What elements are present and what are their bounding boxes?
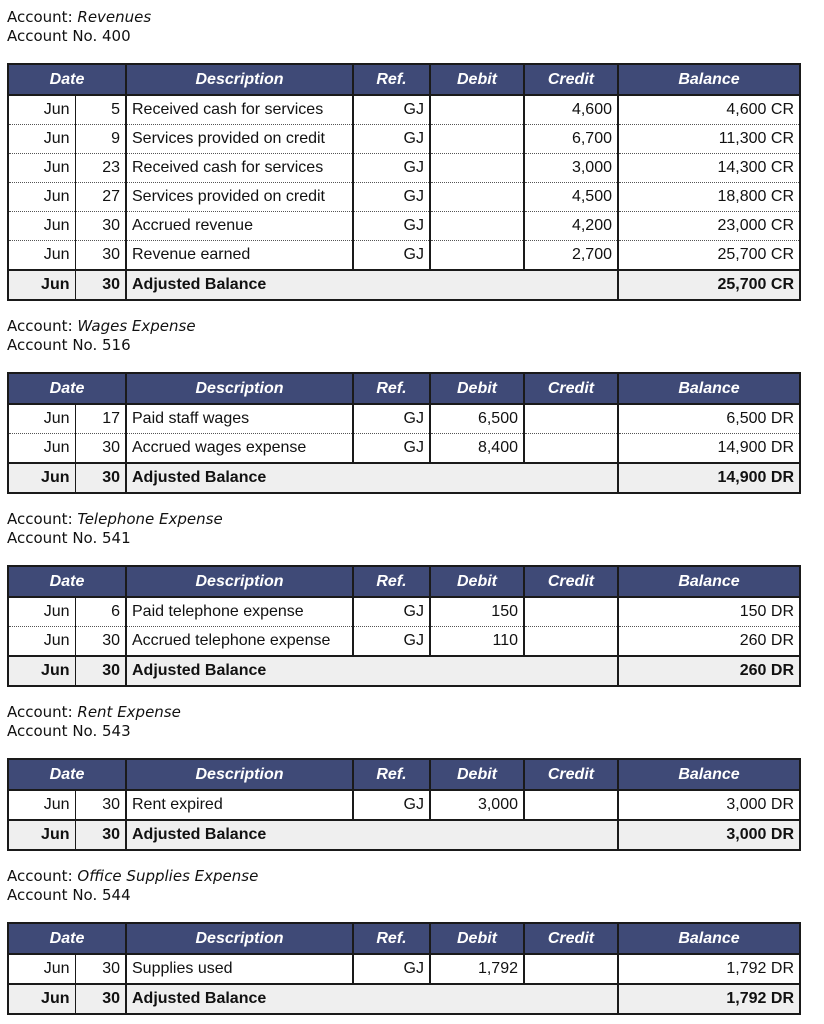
total-day: 30	[75, 984, 126, 1014]
cell-credit	[524, 434, 618, 464]
cell-balance: 1,792 DR	[618, 954, 800, 984]
cell-month: Jun	[8, 154, 75, 183]
header-debit: Debit	[430, 566, 524, 597]
ledger-table	[7, 922, 801, 1015]
account-label: Account:	[7, 8, 78, 26]
cell-day: 5	[75, 95, 126, 125]
account-name: Office Supplies Expense	[77, 867, 259, 885]
total-balance: 14,900 DR	[618, 463, 800, 493]
account-number: 541	[102, 529, 131, 547]
header-credit: Credit	[524, 64, 618, 95]
account-name: Revenues	[77, 8, 152, 26]
account-header	[7, 510, 799, 548]
total-balance: 1,792 DR	[618, 984, 800, 1014]
cell-credit: 4,600	[524, 95, 618, 125]
cell-description: Received cash for services	[126, 95, 353, 125]
header-credit: Credit	[524, 923, 618, 954]
cell-balance: 6,500 DR	[618, 404, 800, 434]
cell-description: Rent expired	[126, 790, 353, 820]
header-row	[8, 373, 800, 404]
account-title	[7, 8, 799, 27]
total-day: 30	[75, 820, 126, 850]
account-label: Account:	[7, 867, 78, 885]
cell-month: Jun	[8, 790, 75, 820]
cell-credit	[524, 627, 618, 657]
account-label: Account:	[7, 510, 78, 528]
account-title	[7, 317, 799, 336]
account-number-label: Account No.	[7, 27, 103, 45]
cell-month: Jun	[8, 95, 75, 125]
header-debit: Debit	[430, 64, 524, 95]
ledger-account	[7, 510, 799, 687]
table-row	[8, 954, 800, 984]
cell-month: Jun	[8, 212, 75, 241]
table-row	[8, 434, 800, 464]
ledger-table	[7, 565, 801, 687]
cell-ref: GJ	[353, 95, 430, 125]
adjusted-balance-row	[8, 984, 800, 1014]
cell-day: 30	[75, 790, 126, 820]
total-day: 30	[75, 656, 126, 686]
header-date: Date	[8, 64, 126, 95]
cell-month: Jun	[8, 954, 75, 984]
cell-day: 23	[75, 154, 126, 183]
account-number: 400	[102, 27, 131, 45]
cell-balance: 150 DR	[618, 597, 800, 627]
account-number-line	[7, 27, 799, 46]
account-header	[7, 8, 799, 46]
header-credit: Credit	[524, 373, 618, 404]
header-debit: Debit	[430, 373, 524, 404]
table-row	[8, 597, 800, 627]
total-description: Adjusted Balance	[126, 656, 618, 686]
cell-credit	[524, 404, 618, 434]
total-description: Adjusted Balance	[126, 270, 618, 300]
adjusted-balance-row	[8, 820, 800, 850]
account-number-label: Account No.	[7, 886, 103, 904]
ledger-table	[7, 63, 801, 301]
cell-day: 9	[75, 125, 126, 154]
cell-day: 30	[75, 627, 126, 657]
cell-ref: GJ	[353, 434, 430, 464]
account-number: 543	[102, 722, 131, 740]
cell-debit: 110	[430, 627, 524, 657]
header-balance: Balance	[618, 373, 800, 404]
cell-month: Jun	[8, 183, 75, 212]
cell-ref: GJ	[353, 183, 430, 212]
cell-day: 30	[75, 212, 126, 241]
header-balance: Balance	[618, 759, 800, 790]
cell-month: Jun	[8, 125, 75, 154]
ledger-table	[7, 758, 801, 851]
header-row	[8, 64, 800, 95]
ledger-account	[7, 317, 799, 494]
account-number: 544	[102, 886, 131, 904]
cell-description: Received cash for services	[126, 154, 353, 183]
cell-balance: 18,800 CR	[618, 183, 800, 212]
cell-balance: 23,000 CR	[618, 212, 800, 241]
cell-month: Jun	[8, 627, 75, 657]
cell-balance: 4,600 CR	[618, 95, 800, 125]
account-title	[7, 510, 799, 529]
header-description: Description	[126, 566, 353, 597]
adjusted-balance-row	[8, 656, 800, 686]
cell-debit	[430, 183, 524, 212]
cell-description: Services provided on credit	[126, 183, 353, 212]
cell-debit	[430, 212, 524, 241]
cell-ref: GJ	[353, 212, 430, 241]
adjusted-balance-row	[8, 463, 800, 493]
cell-debit	[430, 241, 524, 271]
table-row	[8, 212, 800, 241]
header-ref: Ref.	[353, 566, 430, 597]
header-credit: Credit	[524, 566, 618, 597]
cell-description: Accrued revenue	[126, 212, 353, 241]
table-row	[8, 125, 800, 154]
total-month: Jun	[8, 656, 75, 686]
header-ref: Ref.	[353, 64, 430, 95]
total-balance: 3,000 DR	[618, 820, 800, 850]
cell-description: Paid telephone expense	[126, 597, 353, 627]
cell-balance: 14,900 DR	[618, 434, 800, 464]
account-header	[7, 867, 799, 905]
cell-debit	[430, 154, 524, 183]
account-header	[7, 703, 799, 741]
cell-ref: GJ	[353, 627, 430, 657]
total-description: Adjusted Balance	[126, 463, 618, 493]
header-row	[8, 566, 800, 597]
cell-ref: GJ	[353, 125, 430, 154]
table-row	[8, 95, 800, 125]
cell-description: Services provided on credit	[126, 125, 353, 154]
cell-description: Supplies used	[126, 954, 353, 984]
cell-debit: 8,400	[430, 434, 524, 464]
cell-month: Jun	[8, 241, 75, 271]
total-balance: 25,700 CR	[618, 270, 800, 300]
account-number-label: Account No.	[7, 336, 103, 354]
cell-credit: 4,500	[524, 183, 618, 212]
total-month: Jun	[8, 270, 75, 300]
total-balance: 260 DR	[618, 656, 800, 686]
header-ref: Ref.	[353, 923, 430, 954]
table-row	[8, 183, 800, 212]
cell-month: Jun	[8, 404, 75, 434]
account-number-line	[7, 886, 799, 905]
cell-balance: 260 DR	[618, 627, 800, 657]
cell-day: 30	[75, 954, 126, 984]
header-ref: Ref.	[353, 373, 430, 404]
ledger-account	[7, 8, 799, 301]
ledger-account	[7, 703, 799, 851]
header-ref: Ref.	[353, 759, 430, 790]
cell-credit	[524, 597, 618, 627]
cell-balance: 14,300 CR	[618, 154, 800, 183]
header-balance: Balance	[618, 923, 800, 954]
total-day: 30	[75, 270, 126, 300]
account-name: Wages Expense	[77, 317, 196, 335]
header-description: Description	[126, 923, 353, 954]
account-number: 516	[102, 336, 131, 354]
cell-debit: 1,792	[430, 954, 524, 984]
cell-credit: 4,200	[524, 212, 618, 241]
cell-debit: 150	[430, 597, 524, 627]
cell-credit: 3,000	[524, 154, 618, 183]
cell-description: Paid staff wages	[126, 404, 353, 434]
cell-ref: GJ	[353, 954, 430, 984]
cell-balance: 11,300 CR	[618, 125, 800, 154]
account-number-line	[7, 529, 799, 548]
table-row	[8, 627, 800, 657]
table-row	[8, 404, 800, 434]
account-number-label: Account No.	[7, 722, 103, 740]
header-date: Date	[8, 566, 126, 597]
ledger-table	[7, 372, 801, 494]
header-credit: Credit	[524, 759, 618, 790]
total-description: Adjusted Balance	[126, 984, 618, 1014]
cell-description: Accrued wages expense	[126, 434, 353, 464]
header-balance: Balance	[618, 64, 800, 95]
cell-debit: 3,000	[430, 790, 524, 820]
ledger-account	[7, 867, 799, 1015]
account-header	[7, 317, 799, 355]
total-month: Jun	[8, 820, 75, 850]
account-number-line	[7, 722, 799, 741]
cell-debit	[430, 95, 524, 125]
cell-day: 6	[75, 597, 126, 627]
account-label: Account:	[7, 703, 78, 721]
total-month: Jun	[8, 463, 75, 493]
adjusted-balance-row	[8, 270, 800, 300]
header-debit: Debit	[430, 759, 524, 790]
cell-month: Jun	[8, 434, 75, 464]
header-date: Date	[8, 923, 126, 954]
cell-balance: 25,700 CR	[618, 241, 800, 271]
header-row	[8, 759, 800, 790]
cell-ref: GJ	[353, 154, 430, 183]
cell-credit: 6,700	[524, 125, 618, 154]
cell-debit	[430, 125, 524, 154]
account-number-line	[7, 336, 799, 355]
account-number-label: Account No.	[7, 529, 103, 547]
header-debit: Debit	[430, 923, 524, 954]
header-row	[8, 923, 800, 954]
cell-month: Jun	[8, 597, 75, 627]
cell-ref: GJ	[353, 790, 430, 820]
table-row	[8, 154, 800, 183]
total-description: Adjusted Balance	[126, 820, 618, 850]
cell-ref: GJ	[353, 597, 430, 627]
cell-ref: GJ	[353, 241, 430, 271]
account-title	[7, 703, 799, 722]
cell-ref: GJ	[353, 404, 430, 434]
cell-day: 30	[75, 434, 126, 464]
table-row	[8, 790, 800, 820]
cell-credit: 2,700	[524, 241, 618, 271]
cell-credit	[524, 954, 618, 984]
header-description: Description	[126, 64, 353, 95]
header-description: Description	[126, 759, 353, 790]
header-date: Date	[8, 373, 126, 404]
cell-balance: 3,000 DR	[618, 790, 800, 820]
cell-day: 17	[75, 404, 126, 434]
cell-description: Accrued telephone expense	[126, 627, 353, 657]
header-date: Date	[8, 759, 126, 790]
header-description: Description	[126, 373, 353, 404]
account-name: Telephone Expense	[77, 510, 223, 528]
cell-day: 27	[75, 183, 126, 212]
table-row	[8, 241, 800, 271]
header-balance: Balance	[618, 566, 800, 597]
total-month: Jun	[8, 984, 75, 1014]
cell-debit: 6,500	[430, 404, 524, 434]
account-name: Rent Expense	[77, 703, 181, 721]
cell-day: 30	[75, 241, 126, 271]
account-title	[7, 867, 799, 886]
total-day: 30	[75, 463, 126, 493]
cell-credit	[524, 790, 618, 820]
account-label: Account:	[7, 317, 78, 335]
cell-description: Revenue earned	[126, 241, 353, 271]
